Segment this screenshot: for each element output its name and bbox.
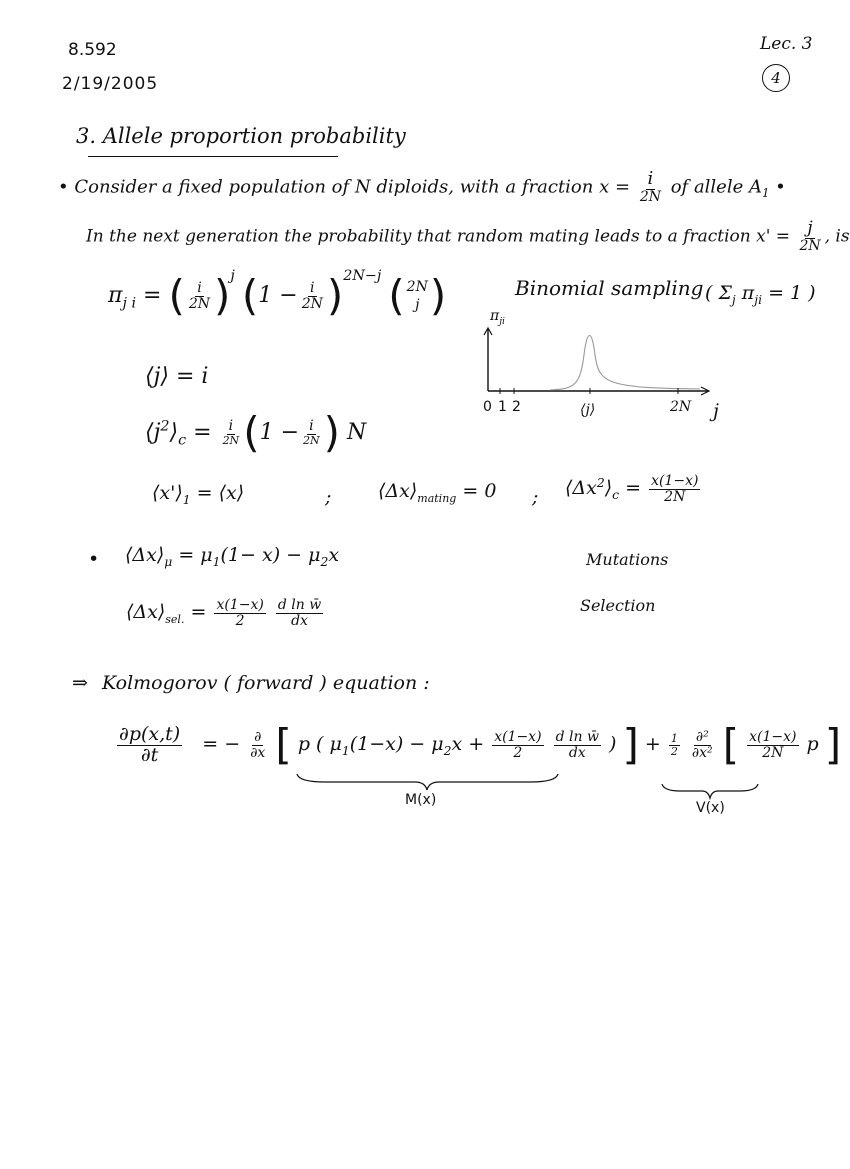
page-number: 4 — [762, 64, 790, 92]
underbrace-V — [660, 782, 760, 800]
intro-line-2-text: In the next generation the probability that random mating leads to a fraction — [86, 226, 751, 247]
binomial-formula: $\pi_{j i}$ = ( $\frac{i}{2N}$ )$^j$ (1 − $\frac{i}{2N}$ )$^{2N-j}$ ( 2N j ) — [108, 268, 447, 320]
graph-tick-label-mean: ⟨j⟩ — [580, 402, 596, 418]
kolmogorov-equation: $\frac{\partial p(x,t)}{\partial t}$ = − $\frac{\partial}{\partial x}$ [ p ( $\mu_1(1-x) - \mu_2x$ + $\frac{x(1-x)}{2}$ $\frac{\text{d ln w̄}}{dx}$ ) ] + $\frac{1}{2}$ $\frac{\text{∂²}}{\text{∂x²}}$ [ $\frac{x(1-x)}{2N}$ p ] — [119, 720, 842, 769]
section-title: 3. Allele proportion probability — [76, 124, 406, 148]
intro-line-1-text: Consider a fixed population of N diploids, with a fraction — [74, 176, 594, 198]
selection-drift: $⟨\Delta x⟩_{sel.}$ = $\frac{x(1-x)}{2}$ $\frac{\text{d ln w̄}}{dx}$ — [126, 597, 322, 629]
selection-label: Selection — [580, 596, 656, 615]
course-number: 8.592 — [68, 40, 117, 60]
binomial-sampling-note: Binomial sampling — [515, 276, 704, 300]
underbrace-M — [295, 772, 560, 792]
graph-tick-label-0: 0 — [483, 399, 492, 415]
separator-1: ; — [325, 486, 332, 508]
allele-label: of allele A — [670, 176, 762, 198]
implies-arrow: ⇒ — [72, 672, 88, 694]
mutation-bullet: • — [88, 548, 100, 570]
graph-tick-label-1: 1 — [498, 399, 507, 415]
mutations-label: Mutations — [586, 550, 669, 569]
x-definition-fraction: $\frac{i}{2N}$ — [639, 168, 661, 205]
lecture-label: Lec. 3 — [760, 34, 813, 54]
normalization: ( $\Sigma_j$ $\pi_{ji} = 1$ ) — [705, 282, 816, 307]
intro-line-2: In the next generation the probability that random mating leads to a fraction x' = $\frac{j}{2N}$ , is — [86, 218, 850, 254]
moment-mean: ⟨j⟩ = i — [145, 364, 209, 389]
variance-V-label: V(x) — [696, 800, 725, 816]
xprime-lhs: x' = — [756, 226, 791, 247]
bullet: • — [58, 176, 75, 198]
graph-tick-label-2n: 2N — [670, 399, 692, 415]
kolmogorov-heading: ⇒ Kolmogorov ( forward ) equation : — [72, 672, 430, 694]
moment-variance: $⟨j^2⟩_c$ = $\frac{i}{2N}$ (1 − $\frac{i}{2N}$ ) N — [145, 408, 367, 457]
mutation-drift: $⟨\Delta x⟩_\mu = \mu_1(1- x) - \mu_2x$ — [125, 544, 340, 569]
graph-x-label: j — [713, 400, 719, 422]
section-title-underline — [88, 156, 338, 157]
moment-mating: $⟨\Delta x⟩_{mating} = 0$ — [378, 480, 497, 505]
drift-M-label: M(x) — [405, 792, 437, 808]
date: 2/19/2005 — [62, 74, 159, 94]
graph-peak-curve — [550, 336, 700, 391]
separator-2: ; — [532, 486, 539, 508]
moment-dx2: $⟨\Delta x^2⟩_c$ = $\frac{x(1-x)}{2N}$ — [565, 473, 699, 505]
intro-line-1: • Consider a fixed population of N diploids, with a fraction x = $\frac{i}{2N}$ of allele $A_1$ • — [58, 168, 786, 205]
x-definition-lhs: x = — [599, 176, 631, 198]
moment-xprime: $⟨x'⟩_1$ = ⟨x⟩ — [152, 482, 245, 507]
pi-ji: $\pi_{j i}$ — [108, 283, 137, 312]
graph-y-label: $\pi_{ji}$ — [490, 308, 505, 327]
graph-tick-label-2: 2 — [512, 399, 521, 415]
xprime-fraction: $\frac{j}{2N}$ — [799, 218, 821, 254]
